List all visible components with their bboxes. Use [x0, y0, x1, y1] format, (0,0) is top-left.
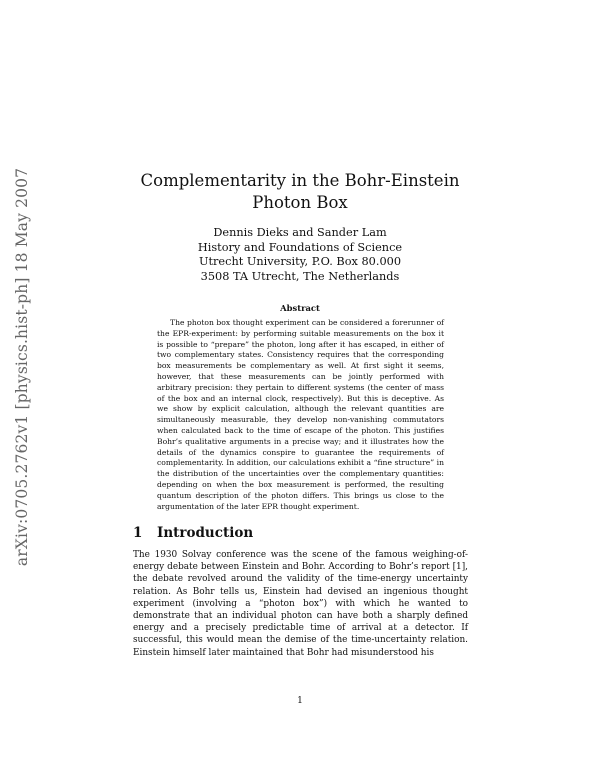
- abstract-text: The photon box thought experiment can be considered a forerunner of the EPR-experiment: by performing suitable measurements on the box it is possible to “prepare” the photon, long after it has escaped, in either of two complementary states. Consistency requires that the corresponding box measurements be complementary as well. At first sight it seems, however, that these measurements can be jointly performed with arbitrary precision: they pertain to different systems (the center of mass of the box and an internal clock, respectively). But this is deceptive. As we show by explicit calculation, although the relevant quantities are simultaneously measurable, they develop non-vanishing commutators when calculated back to the time of escape of the photon. This justifies Bohr’s qualitative arguments in a precise way; and it illustrates how the details of the dynamics conspire to guarantee the requirements of complementarity. In addition, our calculations exhibit a “fine structure” in the distribution of the uncertainties over the complementary quantities: depending on when the box measurement is performed, the resulting quantum description of the photon differs. This brings us close to the argumentation of the later EPR thought experiment.: [157, 318, 444, 511]
- author-block: [150, 226, 450, 285]
- arxiv-identifier-text: arXiv:0705.2762v1 [physics.hist-ph] 18 May 2007: [13, 167, 31, 567]
- abstract-heading: Abstract: [280, 303, 320, 313]
- section-heading: [133, 525, 253, 541]
- author-names: Dennis Dieks and Sander Lam: [213, 226, 387, 239]
- author-affiliation: History and Foundations of Science: [197, 240, 403, 254]
- section-title: Introduction: [157, 525, 254, 541]
- introduction-paragraph: The 1930 Solvay conference was the scene of the famous weighing-of-energy debate between Einstein and Bohr. According to Bohr’s report [1], the debate revolved around the validity of the time-energy uncertainty relation. As Bohr tells us, Einstein had devised an ingenious thought experiment (involving a “photon box”) with which he wanted to demonstrate that an individual photon can have both a sharply defined energy and a precisely predictable time of arrival at a detector. If successful, this would mean the demise of the time-uncertainty relation. Einstein himself later maintained that Bohr had misunderstood his: [133, 550, 468, 658]
- author-address-line-2: 3508 TA Utrecht, The Netherlands: [200, 270, 400, 284]
- section-number: 1: [133, 525, 143, 541]
- paper-title: Complementarity in the Bohr-Einstein Photon Box: [140, 171, 460, 212]
- page-number: 1: [297, 696, 303, 706]
- author-address-line-1: Utrecht University, P.O. Box 80.000: [198, 255, 402, 269]
- arxiv-identifier-stamp: [7, 157, 37, 577]
